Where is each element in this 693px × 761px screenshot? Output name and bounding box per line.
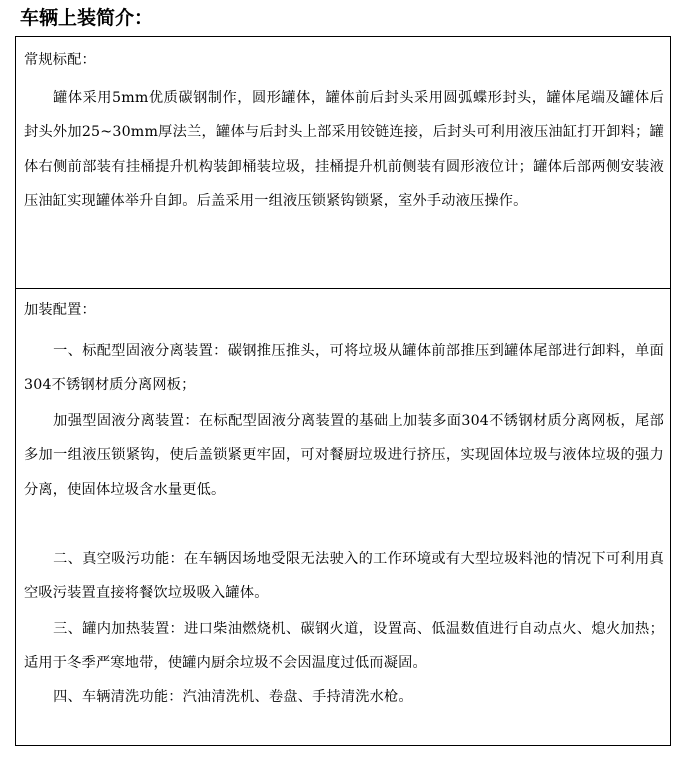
- optional-item-solid-liquid-standard: 一、标配型固液分离装置：碳钢推压推头，可将垃圾从罐体前部推压到罐体尾部进行卸料，单面304不锈钢材质分离网板；: [24, 343, 664, 394]
- optional-item-solid-liquid-enhanced: 加强型固液分离装置：在标配型固液分离装置的基础上加装多面304不锈钢材质分离网板，尾部多加一组液压锁紧钩，使后盖锁紧更牢固，可对餐厨垃圾进行挤压，实现固体垃圾与液体垃圾的强力分离，使固体垃圾含水量更低。: [24, 413, 664, 498]
- standard-config-section: [16, 37, 670, 289]
- standard-config-label: 常规标配：: [24, 52, 96, 68]
- optional-item-vacuum-suction: 二、真空吸污功能：在车辆因场地受限无法驶入的工作环境或有大型垃圾料池的情况下可利用真空吸污装置直接将餐饮垃圾吸入罐体。: [24, 551, 664, 602]
- standard-config-text: 罐体采用5mm优质碳钢制作，圆形罐体，罐体前后封头采用圆弧蝶形封头，罐体尾端及罐体后封头外加25~30mm厚法兰，罐体与后封头上部采用铰链连接，后封头可利用液压油缸打开卸料；罐体右侧前部装有挂桶提升机构装卸桶装垃圾，挂桶提升机前侧装有圆形液位计；罐体后部两侧安装液压油缸实现罐体举升自卸。后盖采用一组液压锁紧钩锁紧，室外手动液压操作。: [24, 90, 664, 210]
- optional-config-label: 加装配置：: [24, 302, 96, 318]
- spec-table: [15, 36, 671, 746]
- page-title: 车辆上装简介：: [20, 7, 154, 29]
- optional-config-section: [16, 288, 670, 745]
- optional-item-vehicle-washing: 四、车辆清洗功能：汽油清洗机、卷盘、手持清洗水枪。: [53, 689, 413, 705]
- optional-item-tank-heating: 三、罐内加热装置：进口柴油燃烧机、碳钢火道，设置高、低温数值进行自动点火、熄火加热；适用于冬季严寒地带，使罐内厨余垃圾不会因温度过低而凝固。: [24, 621, 664, 672]
